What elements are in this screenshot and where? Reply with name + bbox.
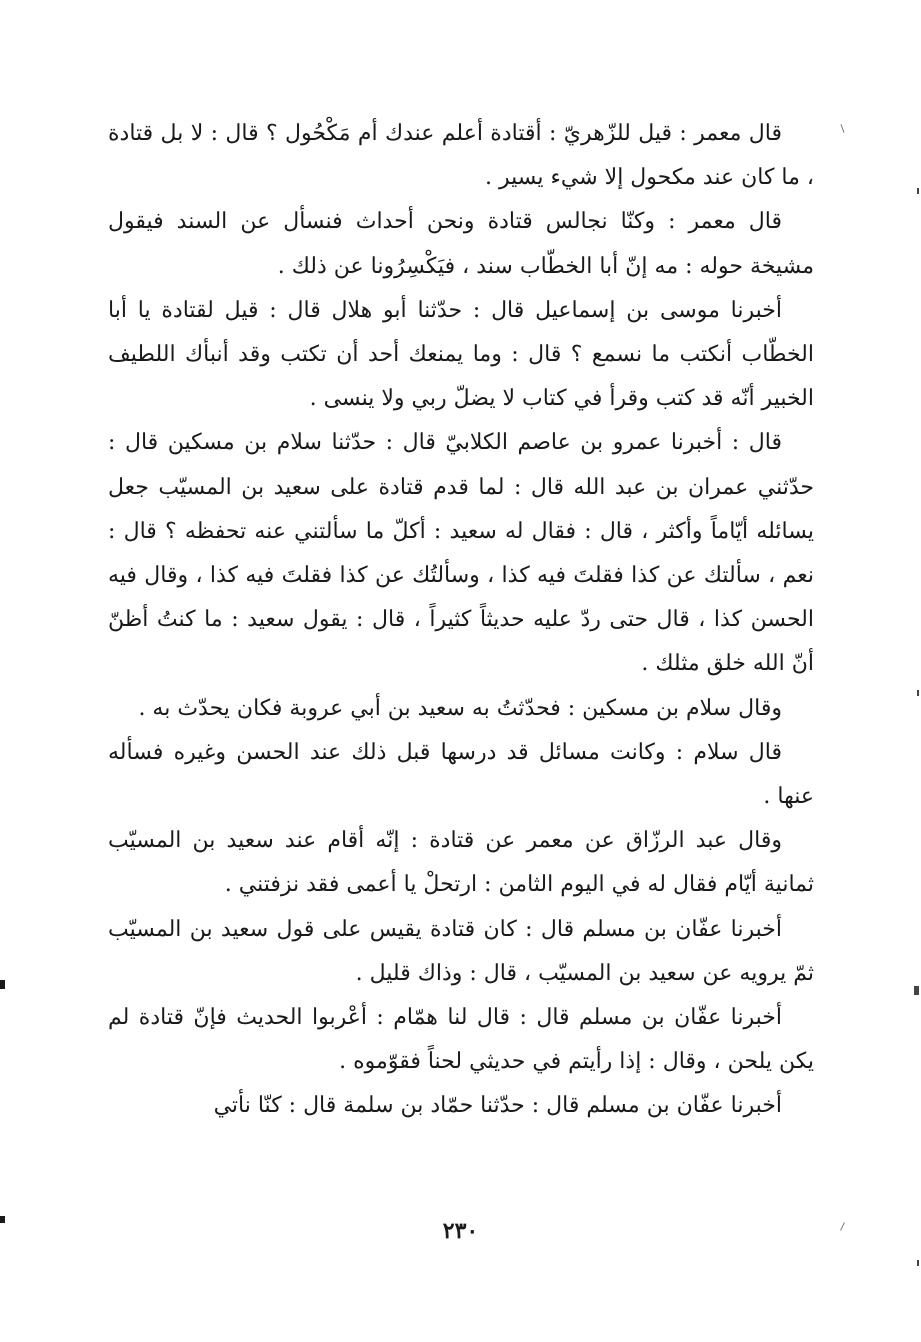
paragraph: قال معمر : قيل للزّهريّ : أقتادة أعلم عندك أم مَكْحُول ؟ قال : لا بل قتادة ، ما كان عند مكحول إلا شيء يسير . — [108, 121, 814, 191]
edge-mark — [917, 188, 919, 194]
edge-mark — [914, 986, 919, 995]
paragraph: أخبرنا عفّان بن مسلم قال : حدّثنا حمّاد بن سلمة قال : كنّا نأتي — [213, 1093, 782, 1119]
page-text — [108, 112, 814, 1129]
paragraph: قال معمر : وكنّا نجالس قتادة ونحن أحداث فنسأل عن السند فيقول مشيخة حوله : مه إنّ أبا الخطّاب سند ، فيَكْسِرُونا عن ذلك . — [108, 209, 814, 279]
paragraph: قال سلام : وكانت مسائل قد درسها قبل ذلك عند الحسن وغيره فسأله عنها . — [108, 739, 814, 810]
corner-tick-top — [840, 124, 844, 133]
edge-mark — [0, 980, 5, 989]
paragraph: وقال عبد الرزّاق عن معمر عن قتادة : إنّه أقام عند سعيد بن المسيّب ثمانية أيّام فقال له في اليوم الثامن : ارتحلْ يا أعمى فقد نزفتني . — [108, 828, 814, 898]
edge-mark — [917, 690, 919, 696]
paragraph: قال : أخبرنا عمرو بن عاصم الكلابيّ قال : حدّثنا سلام بن مسكين قال : حدّثني عمران بن عبد الله قال : لما قدم قتادة على سعيد بن المسيّب جعل يسائله أيّاماً وأكثر ، قال : فقال له سعيد : أكلّ ما سألتني عنه تحفظه ؟ قال : نعم ، سألتك عن كذا فقلتَ فيه كذا ، وسألتُك عن كذا فقلتَ فيه كذا ، وقال فيه الحسن كذا ، قال حتى ردّ عليه حديثاً كثيراً ، قال : يقول سعيد : ما كنتُ أظنّ أنّ الله خلق مثلك . — [108, 430, 814, 677]
page-number: ٢٣٠ — [442, 1218, 479, 1244]
paragraph: أخبرنا موسى بن إسماعيل قال : حدّثنا أبو هلال قال : قيل لقتادة يا أبا الخطّاب أنكتب ما نسمع ؟ قال : وما يمنعك أحد أن تكتب وقد أنبأك اللطيف الخبير أنّه قد كتب وقرأ في كتاب لا يضلّ ربي ولا ينسى . — [108, 297, 814, 412]
paragraph: أخبرنا عفّان بن مسلم قال : قال لنا همّام : أعْربوا الحديث فإنّ قتادة لم يكن يلحن ، وقال : إذا رأيتم في حديثي لحناً فقوّموه . — [108, 1005, 814, 1075]
paragraph: أخبرنا عفّان بن مسلم قال : كان قتادة يقيس على قول سعيد بن المسيّب ثمّ يرويه عن سعيد بن المسيّب ، قال : وذاك قليل . — [108, 916, 814, 986]
edge-mark — [917, 1260, 919, 1266]
edge-mark — [0, 1216, 5, 1223]
paragraph: وقال سلام بن مسكين : فحدّثتُ به سعيد بن أبي عروبة فكان يحدّث به . — [138, 695, 782, 721]
